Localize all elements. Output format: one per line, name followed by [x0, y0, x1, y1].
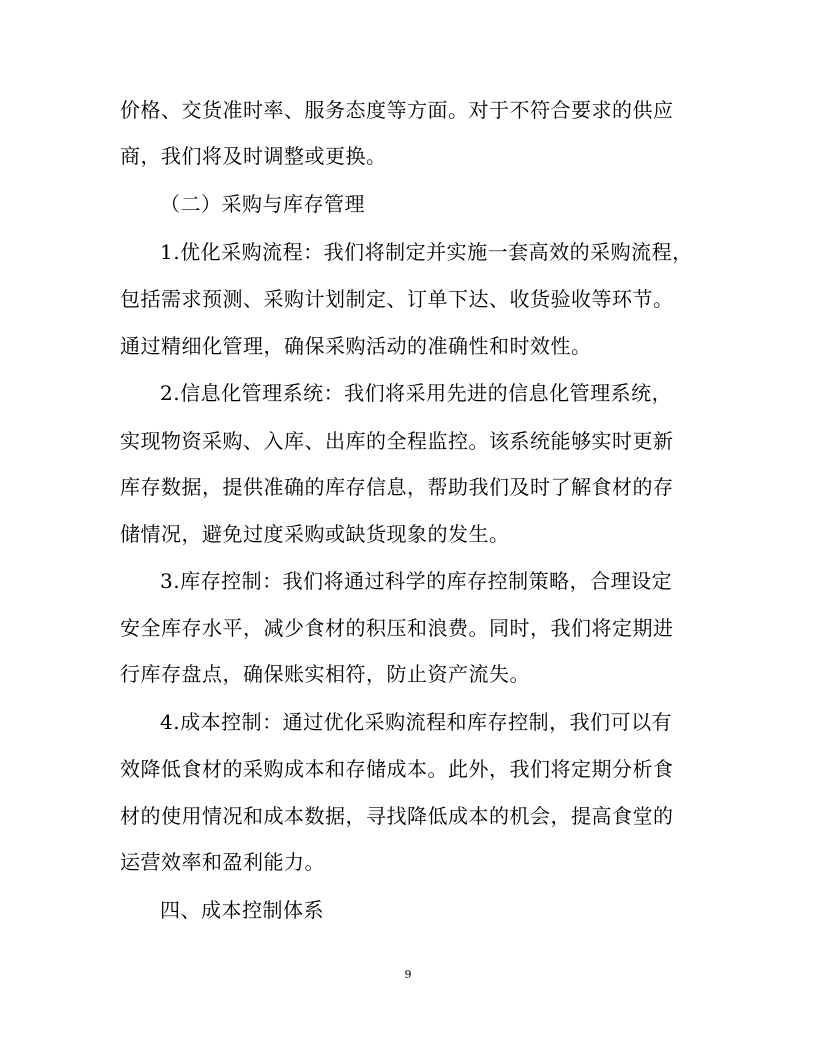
- paragraph-line: 商，我们将及时调整或更换。: [120, 144, 387, 168]
- paragraph-line: 4.成本控制：通过优化采购流程和库存控制，我们可以有: [160, 710, 673, 734]
- paragraph-line: 效降低食材的采购成本和存储成本。此外，我们将定期分析食: [120, 757, 674, 781]
- page-number: 9: [404, 968, 412, 981]
- paragraph-line: 安全库存水平，减少食材的积压和浪费。同时，我们将定期进: [120, 616, 674, 640]
- paragraph-line: 运营效率和盈利能力。: [120, 850, 325, 874]
- paragraph-line: 储情况，避免过度采购或缺货现象的发生。: [120, 522, 510, 546]
- paragraph-line: 通过精细化管理，确保采购活动的准确性和时效性。: [120, 334, 592, 358]
- paragraph-line: 实现物资采购、入库、出库的全程监控。该系统能够实时更新: [120, 429, 674, 453]
- paragraph-line: 价格、交货准时率、服务态度等方面。对于不符合要求的供应: [120, 98, 674, 122]
- paragraph-line: 包括需求预测、采购计划制定、订单下达、收货验收等环节。: [120, 287, 674, 311]
- section-heading: 四、成本控制体系: [160, 898, 324, 922]
- paragraph-line: 行库存盘点，确保账实相符，防止资产流失。: [120, 662, 530, 686]
- paragraph-line: 材的使用情况和成本数据，寻找降低成本的机会，提高食堂的: [120, 804, 674, 828]
- section-heading: （二）采购与库存管理: [160, 192, 365, 216]
- paragraph-line: 1.优化采购流程：我们将制定并实施一套高效的采购流程，: [160, 240, 693, 264]
- paragraph-line: 3.库存控制：我们将通过科学的库存控制策略，合理设定: [160, 569, 673, 593]
- paragraph-line: 库存数据，提供准确的库存信息，帮助我们及时了解食材的存: [120, 475, 674, 499]
- paragraph-line: 2.信息化管理系统：我们将采用先进的信息化管理系统，: [160, 381, 673, 405]
